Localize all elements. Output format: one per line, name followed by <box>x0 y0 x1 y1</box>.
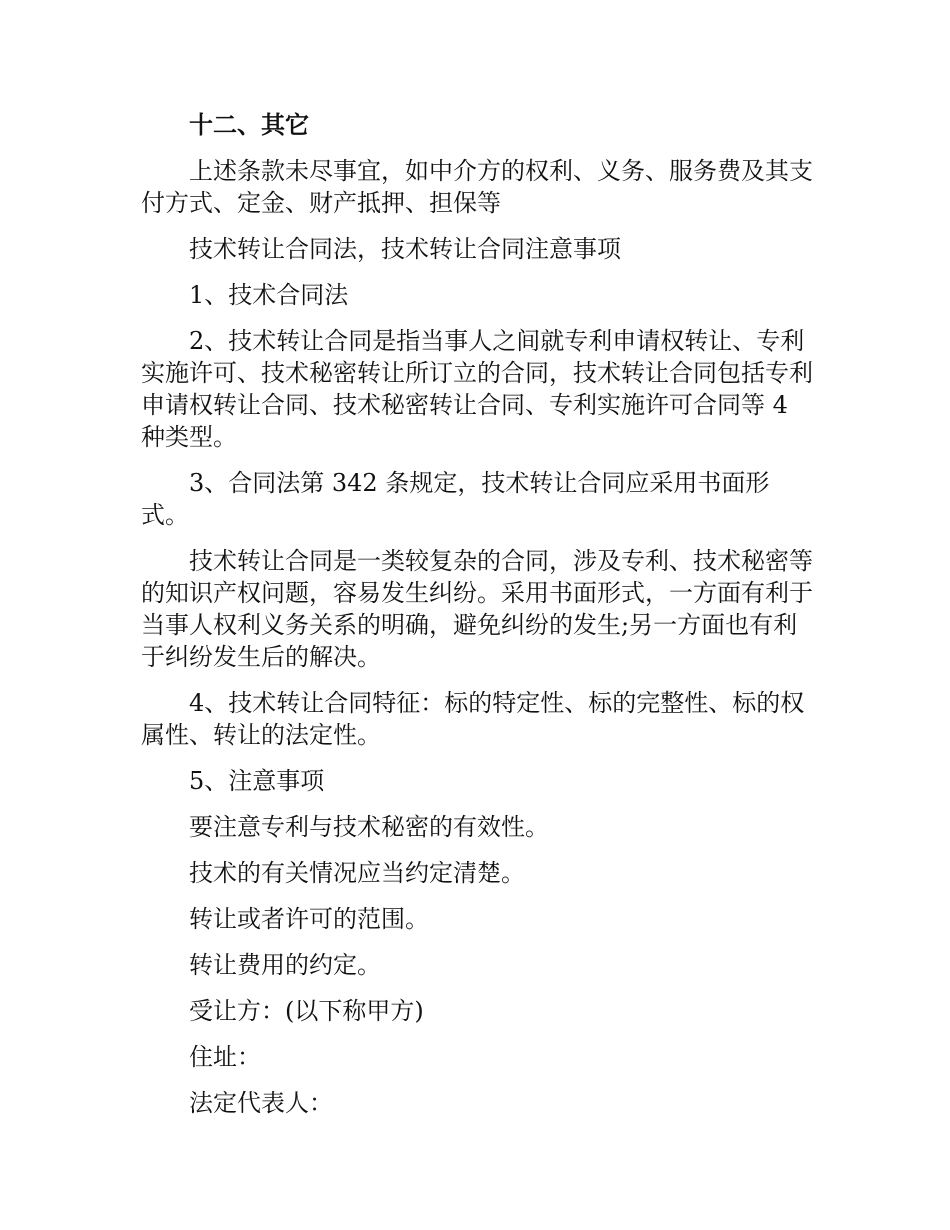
paragraph-4: 2、技术转让合同是指当事人之间就专利申请权转让、专利实施许可、技术秘密转让所订立的合同，技术转让合同包括专利申请权转让合同、技术秘密转让合同、专利实施许可合同等 4 种类型。 <box>141 327 813 451</box>
paragraph-8: 5、注意事项 <box>189 767 325 795</box>
paragraph-3: 1、技术合同法 <box>189 281 349 309</box>
section-heading: 十二、其它 <box>189 111 309 139</box>
paragraph-7: 4、技术转让合同特征：标的特定性、标的完整性、标的权属性、转让的法定性。 <box>141 689 805 749</box>
paragraph-11: 转让或者许可的范围。 <box>189 905 429 933</box>
document-body <box>141 109 813 1133</box>
paragraph-10: 技术的有关情况应当约定清楚。 <box>189 859 525 887</box>
paragraph-13: 受让方：(以下称甲方) <box>189 997 424 1025</box>
paragraph-14: 住址： <box>189 1043 261 1071</box>
paragraph-1: 上述条款未尽事宜，如中介方的权利、义务、服务费及其支付方式、定金、财产抵押、担保等 <box>141 157 813 217</box>
paragraph-2: 技术转让合同法，技术转让合同注意事项 <box>189 235 621 263</box>
paragraph-5: 3、合同法第 342 条规定，技术转让合同应采用书面形式。 <box>141 469 770 529</box>
paragraph-15: 法定代表人： <box>189 1089 333 1117</box>
paragraph-9: 要注意专利与技术秘密的有效性。 <box>189 813 549 841</box>
paragraph-12: 转让费用的约定。 <box>189 951 381 979</box>
paragraph-6: 技术转让合同是一类较复杂的合同，涉及专利、技术秘密等的知识产权问题，容易发生纠纷。采用书面形式，一方面有利于当事人权利义务关系的明确，避免纠纷的发生;另一方面也有利于纠纷发生后的解决。 <box>141 547 813 671</box>
